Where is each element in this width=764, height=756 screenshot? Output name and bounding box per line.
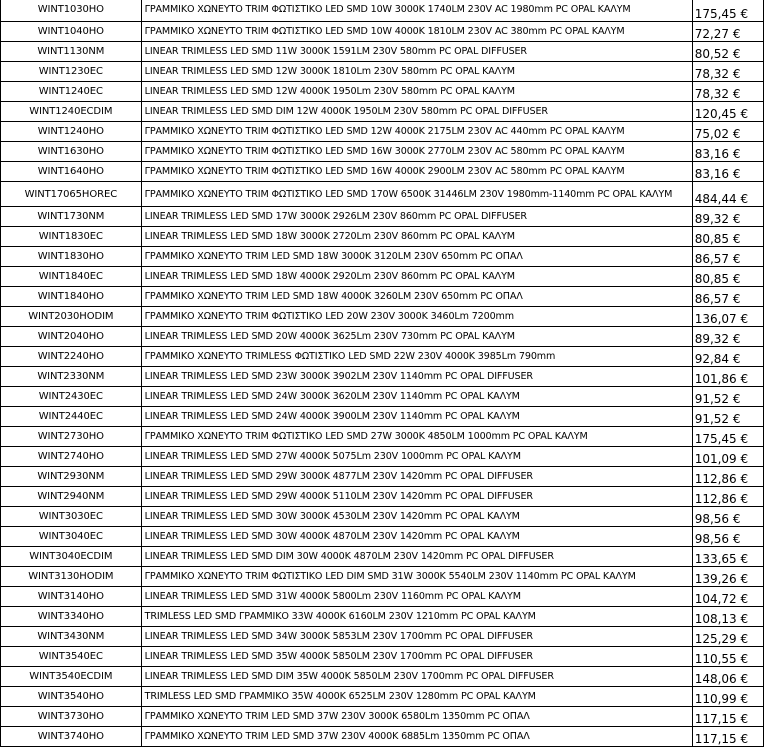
price-cell: 120,45 € — [692, 102, 763, 122]
description-cell: LINEAR TRIMLESS LED SMD 17W 3000K 2926LM 230V 860mm PC OPAL DIFFUSER — [141, 207, 692, 227]
description-cell: TRIMLESS LED SMD ΓΡΑΜΜΙΚΟ 33W 4000K 6160LM 230V 1210mm PC OPAL ΚΑΛΥΜ — [141, 607, 692, 627]
table-row — [1, 62, 764, 82]
price-cell: 112,86 € — [692, 487, 763, 507]
description-cell: LINEAR TRIMLESS LED SMD 20W 4000K 3625Lm 230V 730mm PC OPAL ΚΑΛΥΜ — [141, 327, 692, 347]
description-cell: LINEAR TRIMLESS LED SMD 12W 4000K 1950Lm 230V 580mm PC OPAL ΚΑΛΥΜ — [141, 82, 692, 102]
product-code-cell: WINT3540ECDIM — [1, 667, 142, 687]
price-cell: 98,56 € — [692, 527, 763, 547]
table-row — [1, 407, 764, 427]
product-code-cell: WINT3740HO — [1, 727, 142, 747]
description-cell: TRIMLESS LED SMD ΓΡΑΜΜΙΚΟ 35W 4000K 6525LM 230V 1280mm PC OPAL ΚΑΛΥΜ — [141, 687, 692, 707]
product-code-cell: WINT3430NM — [1, 627, 142, 647]
table-row — [1, 227, 764, 247]
table-row — [1, 567, 764, 587]
description-cell: LINEAR TRIMLESS LED SMD 27W 4000K 5075Lm 230V 1000mm PC OPAL ΚΑΛΥΜ — [141, 447, 692, 467]
table-row — [1, 527, 764, 547]
table-row — [1, 0, 764, 22]
table-row — [1, 347, 764, 367]
product-code-cell: WINT2440EC — [1, 407, 142, 427]
price-cell: 104,72 € — [692, 587, 763, 607]
table-row — [1, 267, 764, 287]
price-cell: 89,32 € — [692, 207, 763, 227]
description-cell: LINEAR TRIMLESS LED SMD 12W 3000K 1810Lm 230V 580mm PC OPAL ΚΑΛΥΜ — [141, 62, 692, 82]
product-code-cell: WINT1840HO — [1, 287, 142, 307]
product-code-cell: WINT2030HODIM — [1, 307, 142, 327]
price-cell: 117,15 € — [692, 707, 763, 727]
product-code-cell: WINT3040EC — [1, 527, 142, 547]
price-cell: 80,85 € — [692, 227, 763, 247]
product-code-cell: WINT2430EC — [1, 387, 142, 407]
table-row — [1, 327, 764, 347]
table-row — [1, 42, 764, 62]
table-row — [1, 447, 764, 467]
price-cell: 112,86 € — [692, 467, 763, 487]
product-code-cell: WINT3040ECDIM — [1, 547, 142, 567]
product-code-cell: WINT3140HO — [1, 587, 142, 607]
price-cell: 86,57 € — [692, 247, 763, 267]
table-row — [1, 287, 764, 307]
description-cell: LINEAR TRIMLESS LED SMD 23W 3000K 3902LM 230V 1140mm PC OPAL DIFFUSER — [141, 367, 692, 387]
product-code-cell: WINT1240ECDIM — [1, 102, 142, 122]
description-cell: LINEAR TRIMLESS LED SMD 11W 3000K 1591LM 230V 580mm PC OPAL DIFFUSER — [141, 42, 692, 62]
description-cell: LINEAR TRIMLESS LED SMD DIM 12W 4000K 1950LM 230V 580mm PC OPAL DIFFUSER — [141, 102, 692, 122]
product-code-cell: WINT1630HO — [1, 142, 142, 162]
price-cell: 83,16 € — [692, 142, 763, 162]
price-cell: 110,55 € — [692, 647, 763, 667]
price-cell: 148,06 € — [692, 667, 763, 687]
table-row — [1, 727, 764, 747]
price-cell: 175,45 € — [692, 0, 763, 22]
table-row — [1, 627, 764, 647]
table-row — [1, 142, 764, 162]
price-cell: 101,86 € — [692, 367, 763, 387]
table-row — [1, 22, 764, 42]
product-code-cell: WINT1640HO — [1, 162, 142, 182]
price-cell: 101,09 € — [692, 447, 763, 467]
price-cell: 78,32 € — [692, 62, 763, 82]
description-cell: ΓΡΑΜΜΙΚΟ ΧΩΝΕΥΤΟ TRIM LED SMD 37W 230V 4000K 6885Lm 1350mm PC ΟΠΑΛ — [141, 727, 692, 747]
price-cell: 98,56 € — [692, 507, 763, 527]
price-cell: 91,52 € — [692, 387, 763, 407]
product-code-cell: WINT2240HO — [1, 347, 142, 367]
description-cell: LINEAR TRIMLESS LED SMD 29W 3000K 4877LM 230V 1420mm PC OPAL DIFFUSER — [141, 467, 692, 487]
product-code-cell: WINT3730HO — [1, 707, 142, 727]
table-row — [1, 547, 764, 567]
table-row — [1, 487, 764, 507]
product-code-cell: WINT17065HOREC — [1, 182, 142, 207]
product-code-cell: WINT3130HODIM — [1, 567, 142, 587]
table-row — [1, 207, 764, 227]
price-cell: 83,16 € — [692, 162, 763, 182]
table-row — [1, 162, 764, 182]
product-code-cell: WINT1240EC — [1, 82, 142, 102]
description-cell: ΓΡΑΜΜΙΚΟ ΧΩΝΕΥΤΟ TRIM ΦΩΤΙΣΤΙΚΟ LED SMD 170W 6500K 31446LM 230V 1980mm-1140mm PC OPAL ΚΑΛΥΜ — [141, 182, 692, 207]
price-cell: 80,52 € — [692, 42, 763, 62]
table-row — [1, 82, 764, 102]
price-cell: 110,99 € — [692, 687, 763, 707]
table-row — [1, 587, 764, 607]
price-table-body — [1, 0, 764, 747]
product-code-cell: WINT1230EC — [1, 62, 142, 82]
description-cell: LINEAR TRIMLESS LED SMD 30W 3000K 4530LM 230V 1420mm PC OPAL ΚΑΛΥΜ — [141, 507, 692, 527]
description-cell: ΓΡΑΜΜΙΚΟ ΧΩΝΕΥΤΟ TRIM ΦΩΤΙΣΤΙΚΟ LED SMD 27W 3000K 4850LM 1000mm PC OPAL ΚΑΛΥΜ — [141, 427, 692, 447]
product-code-cell: WINT1240HO — [1, 122, 142, 142]
description-cell: LINEAR TRIMLESS LED SMD 18W 3000K 2720Lm 230V 860mm PC OPAL ΚΑΛΥΜ — [141, 227, 692, 247]
description-cell: LINEAR TRIMLESS LED SMD 18W 4000K 2920Lm 230V 860mm PC OPAL ΚΑΛΥΜ — [141, 267, 692, 287]
description-cell: LINEAR TRIMLESS LED SMD 30W 4000K 4870LM 230V 1420mm PC OPAL ΚΑΛΥΜ — [141, 527, 692, 547]
description-cell: LINEAR TRIMLESS LED SMD DIM 30W 4000K 4870LM 230V 1420mm PC OPAL DIFFUSER — [141, 547, 692, 567]
product-code-cell: WINT2930NM — [1, 467, 142, 487]
description-cell: ΓΡΑΜΜΙΚΟ ΧΩΝΕΥΤΟ TRIM ΦΩΤΙΣΤΙΚΟ LED DIM SMD 31W 3000K 5540LM 230V 1140mm PC OPAL ΚΑΛΥΜ — [141, 567, 692, 587]
product-code-cell: WINT1830HO — [1, 247, 142, 267]
price-cell: 484,44 € — [692, 182, 763, 207]
description-cell: ΓΡΑΜΜΙΚΟ ΧΩΝΕΥΤΟ TRIM ΦΩΤΙΣΤΙΚΟ LED SMD 10W 3000K 1740LM 230V AC 1980mm PC OPAL ΚΑΛΥΜ — [141, 0, 692, 22]
product-code-cell: WINT3030EC — [1, 507, 142, 527]
product-code-cell: WINT1730NM — [1, 207, 142, 227]
table-row — [1, 387, 764, 407]
table-row — [1, 647, 764, 667]
price-cell: 86,57 € — [692, 287, 763, 307]
price-cell: 72,27 € — [692, 22, 763, 42]
description-cell: ΓΡΑΜΜΙΚΟ ΧΩΝΕΥΤΟ TRIM LED SMD 18W 3000K 3120LM 230V 650mm PC ΟΠΑΛ — [141, 247, 692, 267]
table-row — [1, 182, 764, 207]
description-cell: LINEAR TRIMLESS LED SMD 31W 4000K 5800Lm 230V 1160mm PC OPAL ΚΑΛΥΜ — [141, 587, 692, 607]
product-code-cell: WINT2040HO — [1, 327, 142, 347]
description-cell: ΓΡΑΜΜΙΚΟ ΧΩΝΕΥΤΟ TRIM ΦΩΤΙΣΤΙΚΟ LED SMD 12W 4000K 2175LM 230V AC 440mm PC OPAL ΚΑΛΥΜ — [141, 122, 692, 142]
table-row — [1, 102, 764, 122]
price-cell: 75,02 € — [692, 122, 763, 142]
description-cell: LINEAR TRIMLESS LED SMD 29W 4000K 5110LM 230V 1420mm PC OPAL DIFFUSER — [141, 487, 692, 507]
price-cell: 92,84 € — [692, 347, 763, 367]
product-code-cell: WINT2940NM — [1, 487, 142, 507]
price-cell: 125,29 € — [692, 627, 763, 647]
price-cell: 91,52 € — [692, 407, 763, 427]
description-cell: LINEAR TRIMLESS LED SMD 34W 3000K 5853LM 230V 1700mm PC OPAL DIFFUSER — [141, 627, 692, 647]
price-cell: 136,07 € — [692, 307, 763, 327]
table-row — [1, 122, 764, 142]
product-code-cell: WINT3340HO — [1, 607, 142, 627]
description-cell: ΓΡΑΜΜΙΚΟ ΧΩΝΕΥΤΟ TRIM ΦΩΤΙΣΤΙΚΟ LED 20W 230V 3000K 3460Lm 7200mm — [141, 307, 692, 327]
product-code-cell: WINT1830EC — [1, 227, 142, 247]
table-row — [1, 367, 764, 387]
description-cell: ΓΡΑΜΜΙΚΟ ΧΩΝΕΥΤΟ TRIM ΦΩΤΙΣΤΙΚΟ LED SMD 16W 4000K 2900LM 230V AC 580mm PC OPAL ΚΑΛΥΜ — [141, 162, 692, 182]
description-cell: ΓΡΑΜΜΙΚΟ ΧΩΝΕΥΤΟ TRIM ΦΩΤΙΣΤΙΚΟ LED SMD 10W 4000K 1810LM 230V AC 380mm PC OPAL ΚΑΛΥΜ — [141, 22, 692, 42]
table-row — [1, 467, 764, 487]
product-code-cell: WINT2740HO — [1, 447, 142, 467]
price-cell: 139,26 € — [692, 567, 763, 587]
price-cell: 89,32 € — [692, 327, 763, 347]
price-cell: 133,65 € — [692, 547, 763, 567]
description-cell: LINEAR TRIMLESS LED SMD 24W 4000K 3900LM 230V 1140mm PC OPAL ΚΑΛΥΜ — [141, 407, 692, 427]
product-code-cell: WINT3540HO — [1, 687, 142, 707]
table-row — [1, 307, 764, 327]
product-code-cell: WINT3540EC — [1, 647, 142, 667]
description-cell: ΓΡΑΜΜΙΚΟ ΧΩΝΕΥΤΟ TRIM LED SMD 37W 230V 3000K 6580Lm 1350mm PC ΟΠΑΛ — [141, 707, 692, 727]
product-code-cell: WINT1040HO — [1, 22, 142, 42]
table-row — [1, 247, 764, 267]
price-cell: 108,13 € — [692, 607, 763, 627]
description-cell: ΓΡΑΜΜΙΚΟ ΧΩΝΕΥΤΟ TRIM ΦΩΤΙΣΤΙΚΟ LED SMD 16W 3000K 2770LM 230V AC 580mm PC OPAL ΚΑΛΥΜ — [141, 142, 692, 162]
table-row — [1, 607, 764, 627]
table-row — [1, 507, 764, 527]
price-cell: 175,45 € — [692, 427, 763, 447]
price-cell: 80,85 € — [692, 267, 763, 287]
description-cell: LINEAR TRIMLESS LED SMD 24W 3000K 3620LM 230V 1140mm PC OPAL ΚΑΛΥΜ — [141, 387, 692, 407]
product-code-cell: WINT1030HO — [1, 0, 142, 22]
description-cell: LINEAR TRIMLESS LED SMD 35W 4000K 5850LM 230V 1700mm PC OPAL DIFFUSER — [141, 647, 692, 667]
table-row — [1, 667, 764, 687]
description-cell: ΓΡΑΜΜΙΚΟ ΧΩΝΕΥΤΟ TRIMLESS ΦΩΤΙΣΤΙΚΟ LED SMD 22W 230V 4000K 3985Lm 790mm — [141, 347, 692, 367]
table-row — [1, 427, 764, 447]
product-code-cell: WINT2730HO — [1, 427, 142, 447]
price-cell: 117,15 € — [692, 727, 763, 747]
price-cell: 78,32 € — [692, 82, 763, 102]
table-row — [1, 707, 764, 727]
description-cell: LINEAR TRIMLESS LED SMD DIM 35W 4000K 5850LM 230V 1700mm PC OPAL DIFFUSER — [141, 667, 692, 687]
product-code-cell: WINT1130NM — [1, 42, 142, 62]
description-cell: ΓΡΑΜΜΙΚΟ ΧΩΝΕΥΤΟ TRIM LED SMD 18W 4000K 3260LM 230V 650mm PC ΟΠΑΛ — [141, 287, 692, 307]
product-code-cell: WINT1840EC — [1, 267, 142, 287]
table-row — [1, 687, 764, 707]
product-code-cell: WINT2330NM — [1, 367, 142, 387]
